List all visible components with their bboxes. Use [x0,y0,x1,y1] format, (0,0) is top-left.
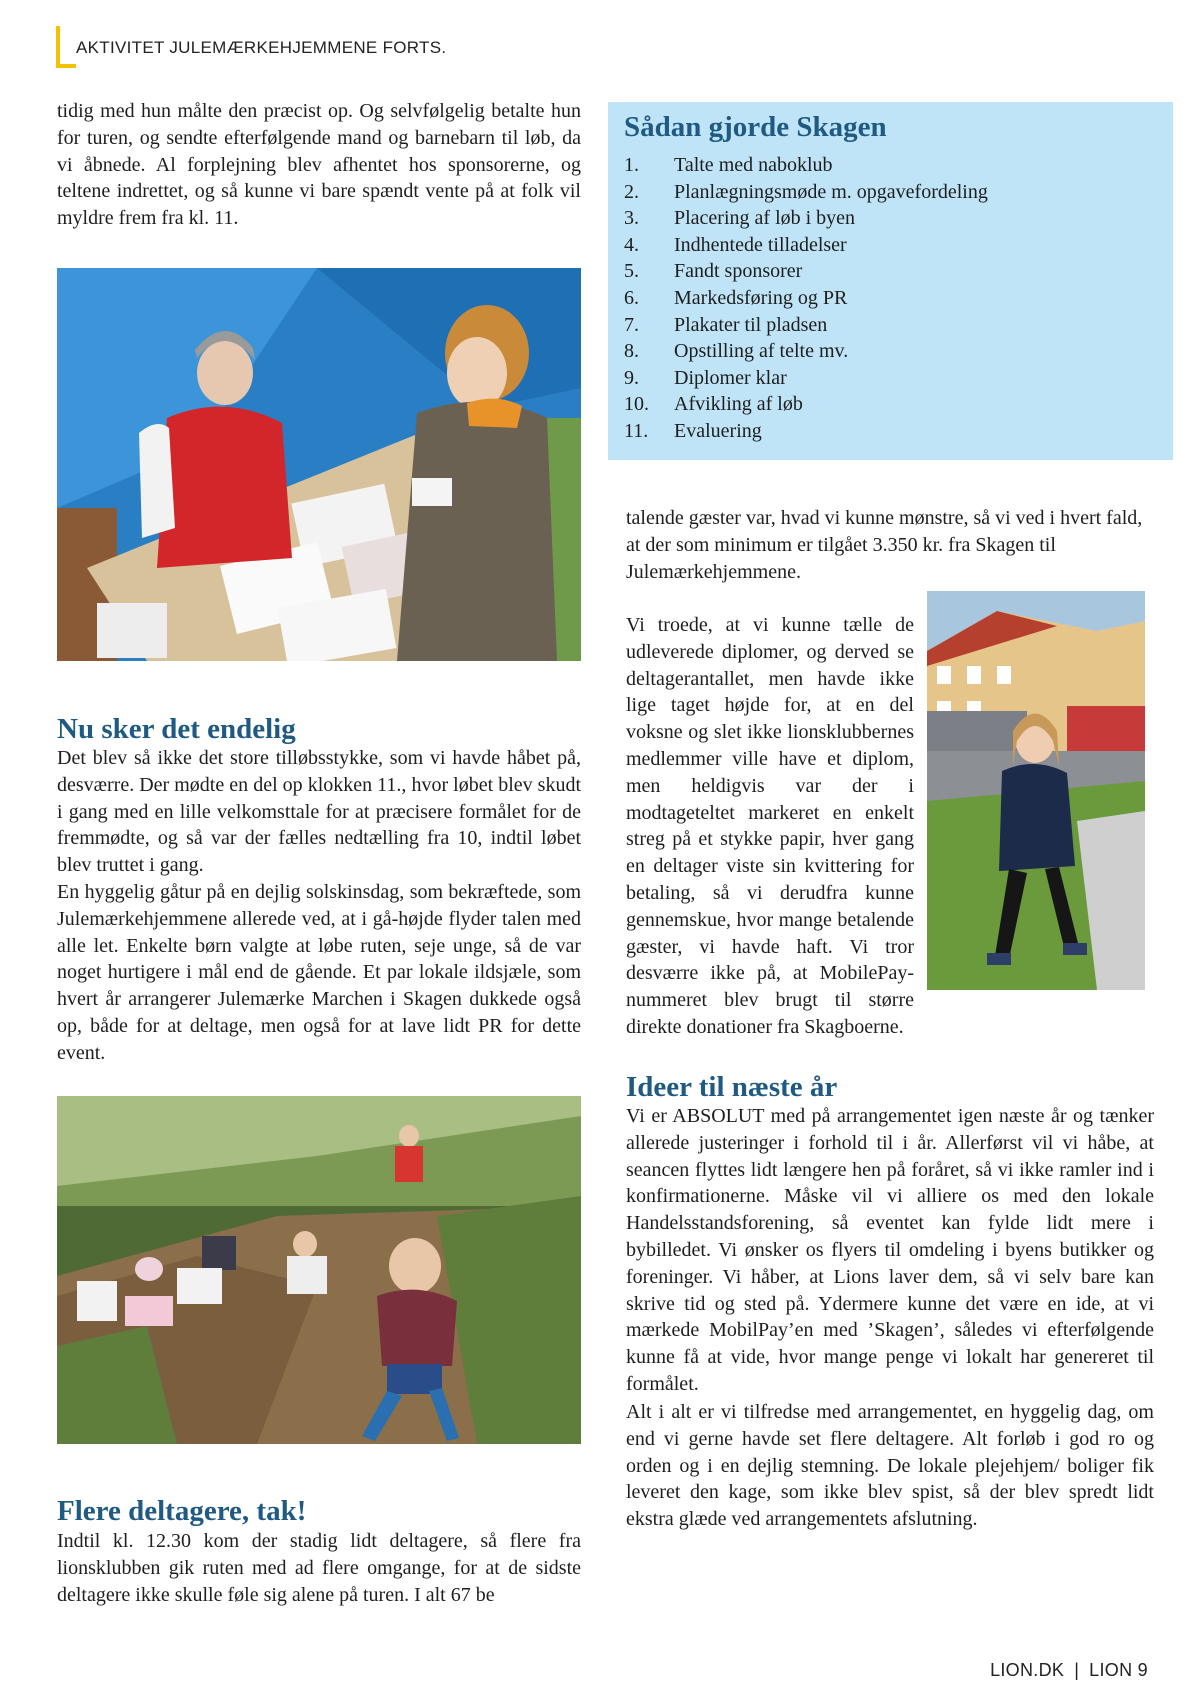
step-text: Plakater til pladsen [674,313,828,336]
step-text: Talte med naboklub [674,154,833,176]
step-number: 11. [624,419,649,442]
ideer-paragraph-1: Vi er ABSOLUT med på arrangementet igen næste år og tænker allerede justeringer i forhold til i år. Allerførst vil vi håbe, at seancen flyttes lidt længere hen på foråret, så vi ikke ramler ind i konfirmationerne. Måske vil vi alliere os med den lokale Handelsstandsforening, så eventet kan fylde lidt mere i bybilledet. Vi ønsker os flyers til omdeling i byens butikker og foreninger. Vi håber, at Lions laver dem, så vi selv bare kan skrive tid og sted på. Ydermere kunne det være en ide, at vi mærkede MobilPay’en med ’Skagen’, således vi efterfølgende kunne få at vide, hvor mange penge vi lokalt har genereret til formålet. [626,1105,1154,1395]
step-number: 4. [624,233,639,256]
nu-sker-paragraph-1: Det blev så ikke det store tilløbsstykke, som vi havde håbet på, desværre. Der mødte en del op klokken 11., hvor løbet blev skudt i gang med en lille velkomsttale for at præcisere formålet for de fremmødte, og så var der fælles nedtælling fra 10, indtil løbet blev truttet i gang. [57,747,581,877]
registration-table-photo [57,268,581,661]
ideer-paragraph-2: Alt i alt er vi tilfredse med arrangementet, en hyggelig dag, om end vi gerne havde set flere deltagere. Alt forløb i god ro og orden og i en dejlig stemning. De lokale plejehjem/ boliger fik leveret den kage, som ikke blev spist, så der blev spredt lidt ekstra glæde ved arrangementets afslutning. [626,1401,1154,1531]
step-item [624,391,1157,418]
steps-sidebar-box [608,102,1173,460]
step-number: 6. [624,286,639,309]
step-text: Evaluering [674,419,762,442]
step-item [624,365,1157,392]
footer-page-number: LION 9 [1089,1660,1148,1680]
step-item [624,232,1157,259]
page-header-title: AKTIVITET JULEMÆRKEHJEMMENE FORTS. [76,38,447,57]
forest-run-photo [57,1096,581,1444]
step-number: 2. [624,180,639,203]
step-item [624,258,1157,285]
step-number: 7. [624,313,639,336]
page-footer [990,1660,1148,1681]
girl-running-photo [927,591,1145,990]
step-text: Indhentede tilladelser [674,233,847,256]
step-number: 9. [624,366,639,389]
step-number: 10. [624,393,649,416]
step-item [624,285,1157,312]
section-heading-nu-sker: Nu sker det endelig [57,713,296,745]
section-heading-flere: Flere deltagere, tak! [57,1495,307,1527]
step-item [624,179,1157,206]
step-number: 3. [624,207,639,230]
step-item [624,312,1157,339]
step-item [624,418,1157,445]
step-number: 5. [624,260,639,283]
step-text: Placering af løb i byen [674,207,856,230]
step-text: Opstilling af telte mv. [674,340,849,363]
intro-paragraph: tidig med hun målte den præcist op. Og selvfølgelig betalte hun for turen, og sendte efterfølgende mand og barnebarn til løb, da vi åbnede. Al forplejning blev afhentet hos sponsorerne, og teltene indrettet, og så kunne vi bare spændt vente på at folk vil myldre frem fra kl. 11. [57,100,581,230]
step-text: Afvikling af løb [674,393,803,416]
nu-sker-paragraph-2: En hyggelig gåtur på en dejlig solskinsdag, som bekræftede, som Julemærkehjemmene allerede ved, at i gå-højde flyder talen med alle let. Enkelte børn valgte at løbe ruten, seje unge, så de var noget hurtigere i mål end de gående. Et par lokale ildsjæle, som hvert år arrangerer Julemærke Marchen i Skagen dukkede også op, både for at deltage, men også for at lave lidt PR for dette event. [57,881,581,1064]
step-text: Markedsføring og PR [674,286,848,309]
step-text: Fandt sponsorer [674,260,803,283]
step-item [624,152,1157,179]
step-number: 8. [624,340,639,363]
sidebar-title: Sådan gjorde Skagen [624,111,887,143]
step-item [624,205,1157,232]
steps-list [624,152,1157,445]
footer-separator: | [1074,1660,1080,1680]
header-accent-mark [56,26,76,68]
right-continuation-paragraph: talende gæster var, hvad vi kunne mønstre, så vi ved i hvert fald, at der som minimum er tilgået 3.350 kr. fra Skagen til Julemærkehjemmene. [626,507,1143,583]
step-number: 1. [624,154,639,176]
step-text: Planlægningsmøde m. opgavefordeling [674,180,988,203]
flere-paragraph: Indtil kl. 12.30 kom der stadig lidt deltagere, så flere fra lionsklubben gik ruten med ad flere omgange, for at de sidste deltagere ikke skulle føle sig alene på turen. I alt 67 be [57,1530,581,1606]
footer-site: LION.DK [990,1660,1065,1680]
step-text: Diplomer klar [674,366,787,389]
section-heading-ideer: Ideer til næste år [626,1071,838,1103]
step-item [624,338,1157,365]
right-wrap-paragraph: Vi troede, at vi kunne tælle de udleverede diplomer, og derved se deltagerantallet, men havde ikke lige taget højde for, at en del voksne og slet ikke lionsklubbernes medlemmer ville have et diplom, men heldigvis var der i modtageteltet markeret en enkelt streg på et stykke papir, hver gang en deltager viste sin kvittering for betaling, så vi derudfra kunne gennemskue, hvor mange betalende gæster, vi havde haft. Vi tror desværre ikke på, at MobilePay-nummeret blev brugt til større direkte donationer fra Skagboerne. [626,614,914,1038]
